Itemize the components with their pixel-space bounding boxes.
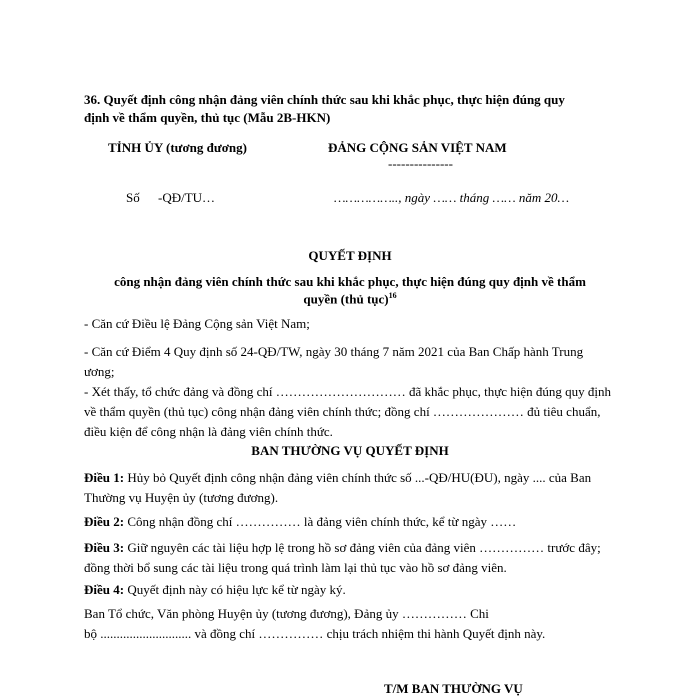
article-2: [84, 512, 616, 532]
basis-consideration: - Xét thấy, tổ chức đảng và đồng chí ………………………… đã khắc phục, thực hiện đúng quy định về thẩm quyền (thủ tục) công nhận đảng viên chính thức; đồng chí ………………… đủ tiêu chuẩn, điều kiện để công nhận là đảng viên chính thức.: [84, 384, 612, 439]
article-1-text: Hủy bỏ Quyết định công nhận đảng viên chính thức số ...-QĐ/HU(ĐU), ngày .... của Ban Thường vụ Huyện ủy (tương đương).: [84, 470, 592, 505]
document-heading-line-2: định về thẩm quyền, thủ tục (Mẫu 2B-HKN): [84, 110, 331, 125]
execution-line-1: Ban Tổ chức, Văn phòng Huyện ủy (tương đương), Đảng ủy …………… Chi: [84, 606, 489, 621]
decision-subtitle-text: quyền (thủ tục): [303, 291, 389, 307]
decision-number-value: -QĐ/TU…: [158, 190, 216, 205]
article-3: [84, 538, 616, 578]
signature-title: T/M BAN THƯỜNG VỤ: [384, 681, 523, 696]
article-3-text: Giữ nguyên các tài liệu hợp lệ trong hồ sơ đảng viên của đảng viên …………… trước đây; đồng thời bổ sung các tài liệu trong quá trình làm lại thủ tục vào hồ sơ đảng viên.: [84, 540, 601, 575]
place-date-line: …………….., ngày …… tháng …… năm 20…: [334, 190, 570, 205]
article-1: [84, 468, 616, 508]
article-2-label: Điều 2:: [84, 514, 125, 529]
article-4: [84, 580, 616, 600]
article-2-text: Công nhận đồng chí …………… là đảng viên chính thức, kể từ ngày ……: [124, 514, 517, 529]
execution-line-2: bộ ............................ và đồng chí …………… chịu trách nhiệm thi hành Quyết định này.: [84, 626, 546, 641]
decision-subtitle-line-2: [84, 291, 616, 307]
decision-section-heading: BAN THƯỜNG VỤ QUYẾT ĐỊNH: [251, 443, 449, 458]
article-4-label: Điều 4:: [84, 582, 125, 597]
party-name-header: ĐẢNG CỘNG SẢN VIỆT NAM: [328, 140, 507, 155]
issuing-organization: TỈNH ỦY (tương đương): [108, 140, 247, 155]
basis-charter: - Căn cứ Điều lệ Đảng Cộng sản Việt Nam;: [84, 316, 310, 331]
article-3-label: Điều 3:: [84, 540, 125, 555]
document-heading-line-1: 36. Quyết định công nhận đảng viên chính thức sau khi khắc phục, thực hiện đúng quy: [84, 92, 565, 107]
footnote-marker: 16: [388, 291, 397, 300]
article-4-text: Quyết định này có hiệu lực kể từ ngày ký.: [124, 582, 346, 597]
header-rule: ---------------: [388, 156, 453, 171]
decision-number-label: Số: [126, 190, 140, 205]
decision-title: QUYẾT ĐỊNH: [308, 248, 392, 263]
article-1-label: Điều 1:: [84, 470, 125, 485]
decision-subtitle-line-1: công nhận đảng viên chính thức sau khi khắc phục, thực hiện đúng quy định về thẩm: [114, 274, 586, 289]
basis-regulation: - Căn cứ Điểm 4 Quy định số 24-QĐ/TW, ngày 30 tháng 7 năm 2021 của Ban Chấp hành Trung ương;: [84, 344, 584, 379]
